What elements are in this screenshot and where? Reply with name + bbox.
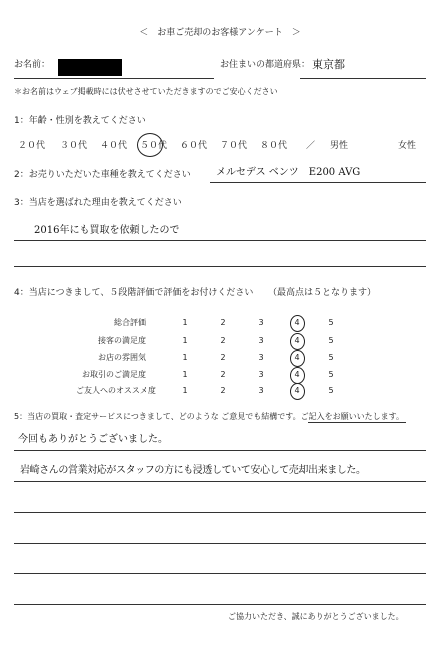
q4-note: （最高点は５となります） xyxy=(268,288,377,298)
rating-label-atmosphere: お店の雰囲気 xyxy=(98,353,146,362)
rating-value: 5 xyxy=(328,370,334,379)
rating-value: 3 xyxy=(258,318,264,327)
rating-selected-circle xyxy=(290,350,305,367)
q2-label: 2：お売りいただいた車種を教えてください xyxy=(14,170,191,180)
rating-value: 1 xyxy=(182,386,188,395)
prefecture-underline xyxy=(300,78,426,79)
q2-answer: メルセデス ベンツ E200 AVG xyxy=(216,167,361,178)
age-20s: ２０代 xyxy=(18,141,46,151)
rating-value: 5 xyxy=(328,336,334,345)
rating-selected-circle xyxy=(290,383,305,400)
rating-value: 4 xyxy=(294,370,300,379)
age-70s: ７０代 xyxy=(220,141,248,151)
rating-label-recommend: ご友人へのオススメ度 xyxy=(76,386,156,395)
rating-value: 3 xyxy=(258,353,264,362)
rating-label-overall: 総合評価 xyxy=(114,318,146,327)
rating-value: 4 xyxy=(294,386,300,395)
rating-value: 5 xyxy=(328,318,334,327)
age-50s: ５０代 xyxy=(140,141,168,151)
age-50s-selected-circle xyxy=(137,133,163,157)
privacy-note: ＊お名前はウェブ掲載時には伏せさせていただきますのでご安心ください xyxy=(14,87,278,96)
q3-line-2 xyxy=(14,266,426,267)
rating-value: 2 xyxy=(220,386,226,395)
q3-label: 3：当店を選ばれた理由を教えてください xyxy=(14,198,182,208)
q5-answer-line-1: 今回もありがとうございました。 xyxy=(18,434,168,445)
rating-value: 4 xyxy=(294,336,300,345)
rating-value: 1 xyxy=(182,318,188,327)
age-80s: ８０代 xyxy=(260,141,288,151)
q5-line-2 xyxy=(14,481,426,482)
q5-label: 5：当店の買取・査定サービスにつきまして、どのような ご意見でも結構です。ご記入をお願いいたします。 xyxy=(14,412,405,421)
rating-value: 3 xyxy=(258,370,264,379)
prefecture-label: お住まいの都道府県： xyxy=(220,60,311,70)
q5-line-5 xyxy=(14,573,426,574)
q5-answer-line-2: 岩崎さんの営業対応がスタッフの方にも浸透していて安心して売却出来ました。 xyxy=(20,465,366,476)
prefecture-value: 東京都 xyxy=(312,58,345,71)
rating-value: 4 xyxy=(294,353,300,362)
q5-line-4 xyxy=(14,543,426,544)
q5-line-1 xyxy=(14,450,426,451)
survey-title: ＜ お車ご売却のお客様アンケート ＞ xyxy=(139,28,301,38)
q3-answer: 2016年にも買取を依頼したので xyxy=(34,225,180,236)
rating-value: 1 xyxy=(182,370,188,379)
footer-thanks: ご協力いただき、誠にありがとうございました。 xyxy=(228,612,404,621)
q5-emphasis-underline xyxy=(308,422,406,423)
age-30s: ３０代 xyxy=(60,141,88,151)
rating-value: 3 xyxy=(258,336,264,345)
name-label: お名前： xyxy=(14,60,51,70)
gender-female: 女性 xyxy=(398,141,417,151)
rating-value: 3 xyxy=(258,386,264,395)
name-redaction xyxy=(58,59,122,76)
q2-underline xyxy=(210,182,426,183)
q5-line-3 xyxy=(14,512,426,513)
age-60s: ６０代 xyxy=(180,141,208,151)
rating-value: 2 xyxy=(220,336,226,345)
rating-value: 1 xyxy=(182,353,188,362)
rating-label-service: 接客の満足度 xyxy=(98,336,146,345)
q3-line-1 xyxy=(14,240,426,241)
q5-line-6 xyxy=(14,604,426,605)
rating-value: 2 xyxy=(220,370,226,379)
rating-value: 4 xyxy=(294,318,300,327)
rating-selected-circle xyxy=(290,367,305,384)
name-underline xyxy=(14,78,214,79)
q4-label: 4：当店につきまして、５段階評価で評価をお付けください xyxy=(14,288,254,298)
rating-selected-circle xyxy=(290,315,305,332)
gender-male: 男性 xyxy=(330,141,349,151)
rating-label-transaction: お取引のご満足度 xyxy=(82,370,146,379)
age-40s: ４０代 xyxy=(100,141,128,151)
rating-value: 2 xyxy=(220,353,226,362)
rating-value: 2 xyxy=(220,318,226,327)
rating-value: 5 xyxy=(328,353,334,362)
rating-value: 5 xyxy=(328,386,334,395)
rating-selected-circle xyxy=(290,333,305,350)
rating-value: 1 xyxy=(182,336,188,345)
q1-label: 1：年齢・性別を教えてください xyxy=(14,116,146,126)
separator: ／ xyxy=(306,141,316,151)
